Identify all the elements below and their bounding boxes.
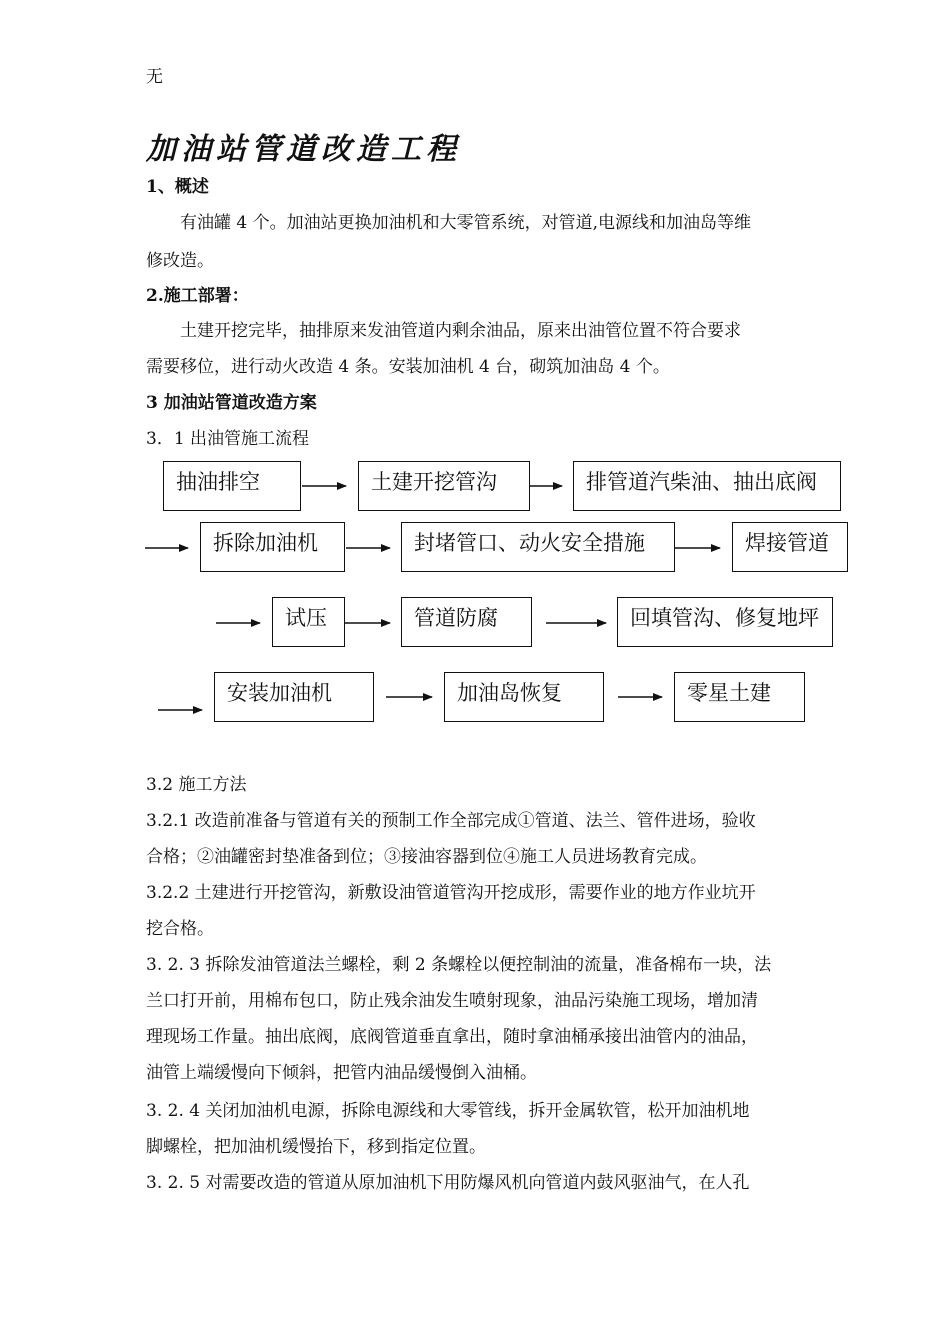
paragraph-line: 挖合格。	[146, 919, 214, 939]
flow-step: 封堵管口、动火安全措施	[401, 522, 675, 572]
flow-step: 加油岛恢复	[444, 672, 604, 722]
paragraph-line: 3.2.2 土建进行开挖管沟，新敷设油管道管沟开挖成形，需要作业的地方作业坑开	[146, 883, 756, 903]
paragraph-line: 3. 2. 3 拆除发油管道法兰螺栓，剩 2 条螺栓以便控制油的流量，准备棉布一块，法	[146, 955, 772, 975]
flow-step: 拆除加油机	[200, 522, 345, 572]
section-heading-plan: 3 加油站管道改造方案	[146, 393, 317, 413]
header-note: 无	[146, 67, 163, 87]
paragraph-line: 合格；②油罐密封垫准备到位；③接油容器到位④施工人员进场教育完成。	[146, 847, 707, 867]
flow-step: 管道防腐	[401, 597, 532, 647]
section-heading-deployment: 2.施工部署：	[146, 286, 249, 306]
section-heading-overview: 1、概述	[146, 177, 209, 197]
flow-step: 安装加油机	[214, 672, 374, 722]
page-title: 加油站管道改造工程	[146, 132, 461, 167]
flow-step: 排管道汽柴油、抽出底阀	[573, 461, 841, 511]
paragraph-line: 3.2.1 改造前准备与管道有关的预制工作全部完成①管道、法兰、管件进场，验收	[146, 811, 756, 831]
flow-step: 回填管沟、修复地坪	[617, 597, 833, 647]
paragraph-line: 土建开挖完毕，抽排原来发油管道内剩余油品，原来出油管位置不符合要求	[180, 321, 741, 341]
paragraph-line: 兰口打开前，用棉布包口，防止残余油发生喷射现象，油品污染施工现场，增加清	[146, 991, 758, 1011]
paragraph-line: 脚螺栓，把加油机缓慢抬下，移到指定位置。	[146, 1137, 486, 1157]
flow-step: 抽油排空	[163, 461, 301, 511]
flow-step: 焊接管道	[732, 522, 848, 572]
paragraph-line: 理现场工作量。抽出底阀，底阀管道垂直拿出，随时拿油桶承接出油管内的油品，	[146, 1027, 758, 1047]
subsection-heading-methods: 3.2 施工方法	[146, 775, 247, 795]
paragraph-line: 3. 2. 4 关闭加油机电源，拆除电源线和大零管线，拆开金属软管，松开加油机地	[146, 1101, 750, 1121]
paragraph-line: 有油罐 4 个。加油站更换加油机和大零管系统，对管道,电源线和加油岛等维	[180, 213, 752, 233]
paragraph-line: 需要移位，进行动火改造 4 条。安装加油机 4 台，砌筑加油岛 4 个。	[146, 357, 670, 377]
flow-step: 试压	[272, 597, 345, 647]
paragraph-line: 3. 2. 5 对需要改造的管道从原加油机下用防爆风机向管道内鼓风驱油气，在人孔	[146, 1173, 750, 1193]
flow-step: 零星土建	[674, 672, 805, 722]
paragraph-line: 油管上端缓慢向下倾斜，把管内油品缓慢倒入油桶。	[146, 1063, 537, 1083]
flow-step: 土建开挖管沟	[358, 461, 530, 511]
paragraph-line: 修改造。	[146, 251, 214, 271]
subsection-heading-flow: 3．1 出油管施工流程	[146, 429, 310, 449]
